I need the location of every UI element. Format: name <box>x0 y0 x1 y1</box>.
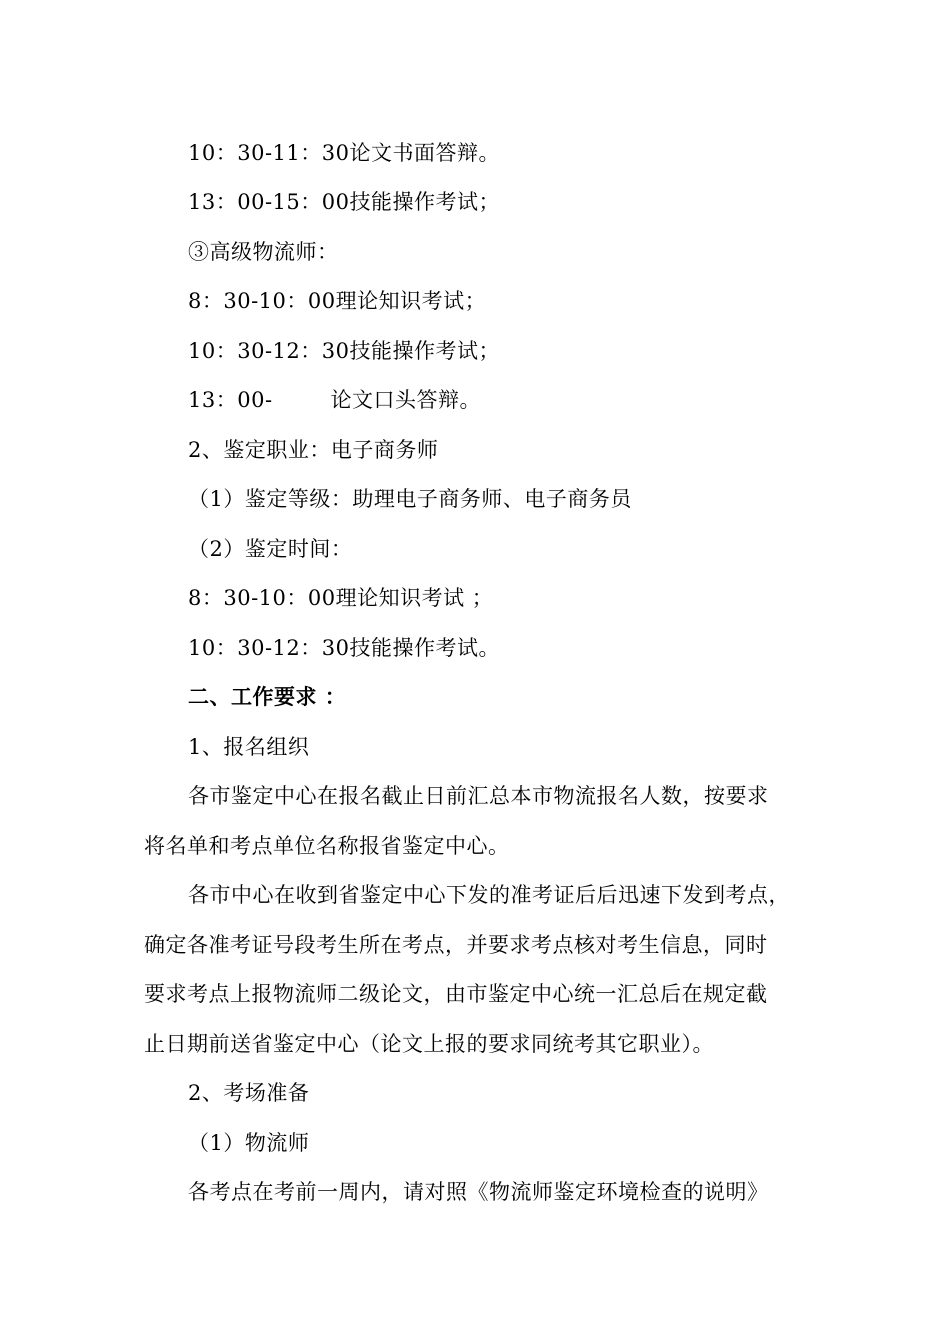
schedule-line: 8：30-10：00理论知识考试； <box>188 289 487 313</box>
paragraph-line: 各市鉴定中心在报名截止日前汇总本市物流报名人数，按要求 <box>188 784 769 808</box>
subheading-senior-logistics: ③高级物流师： <box>188 240 339 264</box>
sub-item: （1）鉴定等级：助理电子商务师、电子商务员 <box>188 487 632 511</box>
section-heading: 二、工作要求 ： <box>188 684 347 709</box>
paragraph-line: 止日期前送省鉴定中心（论文上报的要求同统考其它职业）。 <box>144 1032 714 1056</box>
section-item-heading: 1、报名组织 <box>188 735 310 759</box>
section-item-heading: 2、考场准备 <box>188 1081 310 1105</box>
paragraph-line: 各考点在考前一周内，请对照《物流师鉴定环境检查的说明》 <box>188 1180 769 1204</box>
sub-item: （2）鉴定时间： <box>188 537 353 561</box>
paragraph-line: 将名单和考点单位名称报省鉴定中心。 <box>144 834 510 858</box>
schedule-line: 10：30-11：30论文书面答辩。 <box>188 141 500 165</box>
paragraph-line: 要求考点上报物流师二级论文，由市鉴定中心统一汇总后在规定截 <box>144 982 768 1006</box>
section-item-heading: 2、鉴定职业：电子商务师 <box>188 438 439 462</box>
schedule-line: 10：30-12：30技能操作考试； <box>188 339 500 363</box>
schedule-item: 论文口头答辩。 <box>330 388 482 412</box>
sub-item: （1）物流师 <box>188 1131 310 1155</box>
schedule-line: 13：00-15：00技能操作考试； <box>188 190 500 214</box>
schedule-line <box>188 386 481 414</box>
schedule-time: 13：00- <box>188 388 273 412</box>
paragraph-line: 确定各准考证号段考生所在考点，并要求考点核对考生信息，同时 <box>144 933 768 957</box>
schedule-line: 10：30-12：30技能操作考试。 <box>188 636 500 660</box>
paragraph-line: 各市中心在收到省鉴定中心下发的准考证后后迅速下发到考点， <box>188 883 790 907</box>
schedule-line: 8：30-10：00理论知识考试 ； <box>188 586 494 610</box>
